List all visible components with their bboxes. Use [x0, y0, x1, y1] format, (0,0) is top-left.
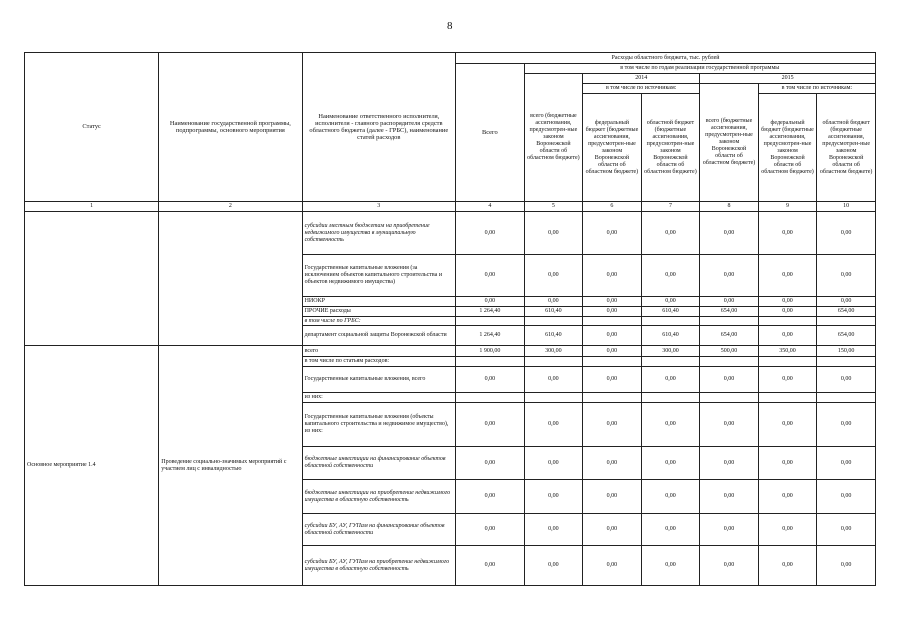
header-year-2015: 2015	[700, 74, 876, 84]
value-cell: 0,00	[700, 514, 759, 546]
column-number: 1	[25, 202, 159, 212]
column-number: 2	[159, 202, 302, 212]
value-cell: 0,00	[524, 546, 583, 586]
value-cell: 0,00	[524, 297, 583, 307]
value-cell: 0,00	[641, 255, 700, 297]
value-cell: 0,00	[817, 480, 876, 514]
value-cell: 0,00	[758, 514, 817, 546]
value-cell: 0,00	[758, 480, 817, 514]
value-cell: 0,00	[456, 447, 525, 480]
column-number: 8	[700, 202, 759, 212]
program-cell	[159, 212, 302, 346]
value-cell: 0,00	[524, 367, 583, 393]
value-cell: 0,00	[758, 367, 817, 393]
value-cell: 0,00	[456, 367, 525, 393]
main-event-name: Проведение социально-значимых мероприятий с участием лиц с инвалидностью	[159, 346, 302, 586]
value-cell: 0,00	[758, 255, 817, 297]
value-cell: 0,00	[700, 480, 759, 514]
value-cell	[524, 317, 583, 326]
value-cell: 0,00	[583, 307, 642, 317]
value-cell: 0,00	[758, 326, 817, 346]
value-cell	[456, 393, 525, 403]
header-regional-2015: областной бюджет (бюджетные ассигнования, предусмотрен-ные законом Воронежской области об областном бюджете)	[817, 94, 876, 202]
header-year-2014: 2014	[583, 74, 700, 84]
row-label: Государственные капитальные вложения (за исключением объектов капитального строительства и объектов недвижимого имущества)	[302, 255, 455, 297]
value-cell: 0,00	[700, 403, 759, 447]
value-cell	[700, 357, 759, 367]
header-regional-2014: областной бюджет (бюджетные ассигнования, предусмотрен-ные законом Воронежской области об областном бюджете)	[641, 94, 700, 202]
value-cell: 0,00	[583, 514, 642, 546]
value-cell	[817, 393, 876, 403]
value-cell	[583, 317, 642, 326]
value-cell: 0,00	[583, 367, 642, 393]
value-cell	[456, 357, 525, 367]
value-cell: 0,00	[641, 546, 700, 586]
value-cell	[817, 357, 876, 367]
value-cell: 654,00	[700, 307, 759, 317]
row-label: в том числе по статьям расходов:	[302, 357, 455, 367]
header-by-sources-2015: в том числе по источникам:	[758, 84, 875, 94]
value-cell: 0,00	[700, 297, 759, 307]
value-cell	[758, 357, 817, 367]
value-cell: 0,00	[456, 403, 525, 447]
table-row	[25, 212, 876, 255]
value-cell	[641, 393, 700, 403]
value-cell: 0,00	[524, 447, 583, 480]
value-cell: 0,00	[583, 346, 642, 357]
value-cell: 0,00	[817, 514, 876, 546]
value-cell	[758, 393, 817, 403]
value-cell: 300,00	[524, 346, 583, 357]
value-cell: 0,00	[524, 514, 583, 546]
value-cell: 0,00	[641, 367, 700, 393]
header-federal-2015: федеральный бюджет (бюджетные ассигнования, предусмотрен-ные законом Воронежской области об областном бюджете)	[758, 94, 817, 202]
row-label: всего	[302, 346, 455, 357]
value-cell: 0,00	[641, 403, 700, 447]
value-cell: 0,00	[641, 212, 700, 255]
value-cell: 610,40	[641, 326, 700, 346]
column-number: 5	[524, 202, 583, 212]
row-label: департамент социальной защиты Воронежской области	[302, 326, 455, 346]
value-cell: 0,00	[524, 255, 583, 297]
value-cell: 0,00	[583, 255, 642, 297]
value-cell: 0,00	[583, 403, 642, 447]
value-cell	[641, 357, 700, 367]
header-program-name: Наименование государственной программы, подпрограммы, основного мероприятия	[159, 53, 302, 202]
value-cell: 0,00	[641, 297, 700, 307]
header-total: Всего	[456, 64, 525, 202]
value-cell: 610,40	[524, 326, 583, 346]
value-cell: 0,00	[641, 447, 700, 480]
row-label: субсидии местным бюджетам на приобретение недвижимого имущества в муниципальную собственность	[302, 212, 455, 255]
value-cell: 0,00	[456, 255, 525, 297]
value-cell	[456, 317, 525, 326]
column-number: 6	[583, 202, 642, 212]
value-cell: 0,00	[456, 514, 525, 546]
value-cell: 0,00	[817, 403, 876, 447]
value-cell	[817, 317, 876, 326]
value-cell: 0,00	[456, 480, 525, 514]
value-cell: 0,00	[456, 546, 525, 586]
value-cell: 0,00	[524, 403, 583, 447]
value-cell: 0,00	[700, 546, 759, 586]
page-number: 8	[447, 20, 453, 32]
value-cell	[700, 317, 759, 326]
value-cell: 654,00	[817, 307, 876, 317]
row-label: бюджетные инвестиции на приобретение недвижимого имущества в областную собственность	[302, 480, 455, 514]
value-cell: 0,00	[700, 212, 759, 255]
value-cell: 0,00	[758, 546, 817, 586]
row-label: ПРОЧИЕ расходы	[302, 307, 455, 317]
value-cell: 0,00	[758, 403, 817, 447]
value-cell: 0,00	[817, 447, 876, 480]
value-cell: 610,40	[524, 307, 583, 317]
row-label: бюджетные инвестиции на финансирование объектов областной собственности	[302, 447, 455, 480]
row-label: НИОКР	[302, 297, 455, 307]
value-cell	[583, 357, 642, 367]
value-cell	[583, 393, 642, 403]
value-cell: 0,00	[758, 297, 817, 307]
value-cell: 0,00	[758, 307, 817, 317]
value-cell: 0,00	[817, 367, 876, 393]
value-cell: 0,00	[583, 447, 642, 480]
header-budget-expenses: Расходы областного бюджета, тыс. рублей	[456, 53, 876, 64]
header-by-years: в том числе по годам реализации государственной программы	[524, 64, 875, 74]
value-cell	[700, 393, 759, 403]
value-cell: 0,00	[524, 480, 583, 514]
value-cell: 0,00	[817, 255, 876, 297]
value-cell: 0,00	[583, 546, 642, 586]
column-number-row	[25, 202, 876, 212]
value-cell: 0,00	[700, 367, 759, 393]
value-cell	[524, 393, 583, 403]
column-number: 9	[758, 202, 817, 212]
table-row	[25, 346, 876, 357]
value-cell: 500,00	[700, 346, 759, 357]
value-cell	[524, 357, 583, 367]
header-total-assign: всего (бюджетные ассигнования, предусмотрен-ные законом Воронежской области об областном бюджете)	[524, 74, 583, 202]
value-cell: 350,00	[758, 346, 817, 357]
column-number: 4	[456, 202, 525, 212]
value-cell: 0,00	[817, 546, 876, 586]
column-number: 7	[641, 202, 700, 212]
value-cell	[641, 317, 700, 326]
value-cell: 300,00	[641, 346, 700, 357]
value-cell: 0,00	[456, 297, 525, 307]
value-cell: 0,00	[641, 480, 700, 514]
header-executor-name: Наименование ответственного исполнителя, исполнителя - главного распорядителя средств областного бюджета (далее - ГРБС), наименование статей расходов	[302, 53, 455, 202]
value-cell: 150,00	[817, 346, 876, 357]
row-label: Государственные капитальные вложения (объекты капитального строительства и недвижимое имущество), из них:	[302, 403, 455, 447]
value-cell: 0,00	[758, 212, 817, 255]
value-cell: 610,40	[641, 307, 700, 317]
header-by-sources-2014: в том числе по источникам:	[583, 84, 700, 94]
value-cell: 0,00	[456, 212, 525, 255]
row-label: в том числе по ГРБС:	[302, 317, 455, 326]
value-cell: 0,00	[817, 212, 876, 255]
row-label: субсидии БУ, АУ, ГУПам на приобретение недвижимого имущества в областную собственность	[302, 546, 455, 586]
value-cell: 0,00	[583, 326, 642, 346]
value-cell: 0,00	[758, 447, 817, 480]
value-cell: 0,00	[641, 514, 700, 546]
value-cell: 0,00	[524, 212, 583, 255]
value-cell: 1 900,00	[456, 346, 525, 357]
column-number: 3	[302, 202, 455, 212]
value-cell: 0,00	[583, 480, 642, 514]
row-label: субсидии БУ, АУ, ГУПам на финансирование объектов областной собственности	[302, 514, 455, 546]
header-total-2015: всего (бюджетные ассигнования, предусмотрен-ные законом Воронежской области об областном бюджете)	[700, 84, 759, 202]
row-label: Государственные капитальные вложения, всего	[302, 367, 455, 393]
value-cell: 654,00	[700, 326, 759, 346]
budget-table	[24, 52, 876, 586]
value-cell: 0,00	[700, 255, 759, 297]
value-cell: 1 264,40	[456, 326, 525, 346]
value-cell	[758, 317, 817, 326]
row-label: из них:	[302, 393, 455, 403]
main-event-status: Основное мероприятие 1.4	[25, 346, 159, 586]
value-cell: 1 264,40	[456, 307, 525, 317]
header-status: Статус	[25, 53, 159, 202]
header-federal-2014: федеральный бюджет (бюджетные ассигнования, предусмотрен-ные законом Воронежской области об областном бюджете)	[583, 94, 642, 202]
status-cell	[25, 212, 159, 346]
value-cell: 654,00	[817, 326, 876, 346]
value-cell: 0,00	[583, 297, 642, 307]
column-number: 10	[817, 202, 876, 212]
value-cell: 0,00	[817, 297, 876, 307]
value-cell: 0,00	[700, 447, 759, 480]
value-cell: 0,00	[583, 212, 642, 255]
